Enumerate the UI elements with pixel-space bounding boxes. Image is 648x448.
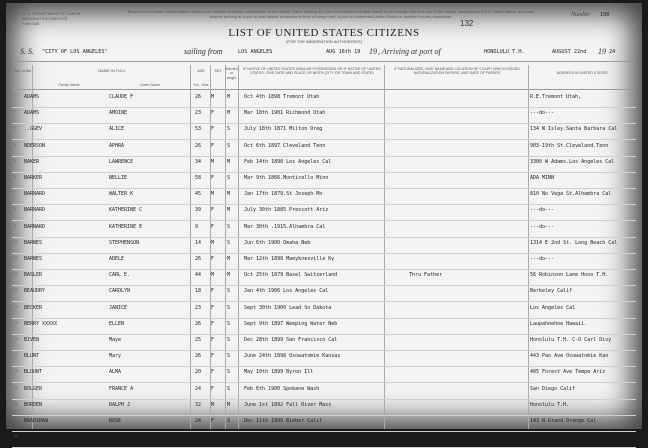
table-row [12, 172, 636, 189]
marital-status: M [227, 94, 231, 100]
family-name: BARNARD [24, 207, 46, 214]
table-row [12, 350, 636, 367]
age: 53 [195, 126, 202, 133]
family-name: BASLER [24, 272, 43, 279]
col-header-years: Yrs. [193, 83, 200, 87]
departure-year: 19 [369, 47, 377, 56]
given-name: ALICE [109, 126, 125, 133]
arrival-date: AUGUST 22nd [552, 49, 587, 55]
service-line: IMMIGRATION SERVICE [22, 16, 68, 21]
table-row [12, 431, 636, 448]
row-number: 18 [14, 369, 18, 374]
age: 20 [195, 369, 202, 376]
table-row [12, 253, 636, 270]
table-row [12, 366, 636, 383]
age: 14 [195, 239, 202, 246]
row-number: 7 [14, 191, 16, 196]
table-row [12, 302, 636, 319]
sex: F [211, 110, 215, 117]
birth-info: Mar 12th 1898 Maeyknesville Ky [244, 256, 335, 262]
birth-info: June 1st 1892 Fall River Mass [244, 401, 332, 408]
birth-info: Nov 4th Lincoln Neb (1898) [244, 434, 323, 441]
marital-status: S [227, 434, 231, 441]
family-name: BRAYTON [24, 434, 46, 441]
row-number: 22 [14, 434, 18, 439]
sex: F [211, 304, 215, 311]
given-name: WALTER K [109, 191, 134, 198]
row-number: 15 [14, 320, 18, 325]
marital-status: S [227, 288, 231, 295]
marital-status: M [227, 256, 231, 262]
birth-info: Oct 4th 1898 Tremont Utah [244, 94, 320, 100]
ss-label: S. S. [20, 47, 34, 56]
sailing-label: sailing from [184, 47, 223, 56]
family-name: ADAMS [24, 94, 40, 100]
sex: F [211, 142, 215, 149]
birth-info: Oct 25th 1879 Basel Switzerland [244, 272, 338, 279]
address: 903-19th St.Cleveland.Tenn [530, 142, 609, 149]
address: 3300 W Adams.Los Angeles Cal [530, 158, 615, 165]
address: Los Angeles Cal [530, 304, 576, 311]
given-name: ELLEN [109, 320, 125, 327]
given-name: Mary [109, 353, 122, 360]
age: 32 [195, 401, 202, 408]
col-header-given: Given Name [140, 83, 160, 87]
marital-status: S [227, 223, 231, 230]
row-number: 11 [14, 256, 18, 260]
number-value: 100 [600, 12, 610, 18]
family-name: BECKER [24, 304, 43, 311]
sex: F [211, 175, 215, 181]
marital-status: M [227, 207, 231, 214]
row-number: 1 [14, 94, 16, 98]
row-number: 6 [14, 175, 16, 179]
age: 45 [195, 191, 202, 198]
marital-status: M [227, 401, 231, 408]
sex: M [211, 434, 215, 441]
row-number: 10 [14, 239, 18, 244]
col-header-sex: SEX [214, 69, 222, 73]
address: ADA MINN [530, 175, 555, 181]
table-row [12, 237, 636, 254]
page-subtitle: (FOR THE IMMIGRATION AUTHORITIES) [286, 39, 362, 44]
sex: M [211, 272, 215, 279]
given-name: RALPH J [109, 401, 131, 408]
birth-info: Mar 30th .1915.Alhambra Cal [244, 223, 326, 230]
table-row [12, 285, 636, 302]
table-row [12, 415, 636, 432]
address: 810 No Vega St.Alhambra Cal [530, 191, 612, 198]
row-number: 20 [14, 401, 18, 406]
family-name: BERRY XXXXX [24, 320, 58, 327]
page-title: LIST OF UNITED STATES CITIZENS [228, 27, 420, 39]
col-header-address: ADDRESS IN UNITED STATES [556, 71, 608, 75]
given-name: NELLIE [109, 175, 128, 181]
marital-status: S [227, 418, 231, 424]
arrival-year-prefix: 19 [598, 47, 606, 56]
row-number: 5 [14, 158, 16, 163]
birth-info: Jan 4th 1906 Los Angeles Cal [244, 288, 329, 295]
col-header-no: No. on list [15, 69, 31, 73]
sex: F [211, 353, 215, 360]
age: 9 [195, 223, 199, 230]
address: Honolulu T.H. C-O Carl Divy [530, 337, 612, 343]
sex: F [211, 337, 215, 343]
number-label: Number [571, 12, 591, 18]
ship-name: "CITY OF LOS ANGELES" [42, 49, 108, 55]
sex: F [211, 320, 215, 327]
given-name: CAROLYN [109, 288, 131, 295]
birth-info: June 24th 1898 Osowatomie Kansas [244, 353, 341, 360]
given-name: FRANCE A [109, 385, 134, 392]
family-name: ADAMS [24, 110, 40, 117]
family-name: BLOUNT [24, 369, 43, 376]
sex: F [211, 369, 215, 376]
given-name: GEORGE [109, 434, 128, 441]
family-name: BRADSHAW [24, 418, 49, 424]
row-number: 12 [14, 272, 18, 277]
birth-info: Jun 6th 1900 Omaha Neb [244, 239, 311, 246]
arriving-label: , Arriving at port of [378, 47, 441, 56]
age: 26 [195, 94, 202, 100]
address: 1314 E 2nd St. Long Beach Cal [530, 239, 618, 246]
age: 23 [195, 110, 202, 117]
given-name: JANICE [109, 304, 128, 311]
family-name: BLUNT [24, 353, 40, 360]
given-name: ADELE [109, 256, 125, 262]
address: 405 Forest Ave Tempe Ariz [530, 369, 606, 376]
address: R.E.Tremont Utah, [530, 94, 582, 100]
sex: F [211, 223, 215, 230]
family-name: BAKER [24, 158, 40, 165]
family-name: BARNARD [24, 223, 46, 230]
address: 143 N Grand Orange Cal [530, 418, 597, 424]
row-number: 9 [14, 223, 16, 228]
birth-info: Mar 9th 1866.Monticello Minn [244, 175, 329, 181]
birth-info: July 18th 1871 Milton Oreg [244, 126, 323, 133]
address: Laupahoehoe Hawaii. [530, 320, 588, 327]
given-name: Maye [109, 337, 122, 343]
address: ---do--- [530, 256, 555, 262]
marital-status: M [227, 158, 231, 165]
given-name: ROSE [109, 418, 122, 424]
birth-info: Dec 11th 1899 Bieber Calif [244, 418, 323, 424]
family-name: BARNES [24, 239, 43, 246]
age: 26 [195, 142, 202, 149]
age: 26 [195, 256, 202, 262]
table-row [12, 399, 636, 416]
age: 58 [195, 175, 202, 181]
table-row [12, 383, 636, 400]
col-header-family: Family Name [58, 83, 80, 87]
address: Berkeley Calif [530, 288, 573, 295]
birth-info: Sept 30th 1900 Lead So Dakota [244, 304, 332, 311]
given-name: APHRA [109, 142, 125, 149]
arrival-year: 24 [609, 49, 616, 55]
address: Honolulu T.H. [530, 401, 570, 408]
given-name: STEPHENSON [109, 239, 140, 246]
sex: F [211, 207, 215, 214]
department-line: U. S. DEPARTMENT OF LABOR [22, 11, 81, 16]
sex: F [211, 126, 215, 133]
table-row [12, 140, 636, 157]
birth-info: Jan 17th 1879.St Joseph Mo [244, 191, 323, 198]
row-number: 16 [14, 337, 18, 341]
row-number: 21 [14, 418, 18, 422]
marital-status: S [227, 126, 231, 133]
address: 56 Robinson Lane Hono T.H. [530, 272, 609, 279]
marital-status: S [227, 369, 231, 376]
col-header-name: NAME IN FULL [98, 68, 126, 73]
sex: M [211, 94, 215, 100]
sex: F [211, 418, 215, 424]
col-header-birth: IF NATIVE OF UNITED STATES INSULAR POSSESSION OR IF NATIVE OF UNITED STATES, GIVE DATE AND PLACE OF BIRTH (CITY OR TOWN AND STATE) [243, 67, 381, 76]
marital-status: S [227, 353, 231, 360]
table-row [12, 188, 636, 205]
birth-info: May 10th 1899 Byron Ill [244, 369, 314, 376]
given-name: LAWRENCE [109, 158, 134, 165]
sex: F [211, 256, 215, 262]
row-number: 8 [14, 207, 16, 212]
marital-status: S [227, 304, 231, 311]
marital-status: S [227, 175, 231, 181]
family-name: BIVEN [24, 337, 40, 343]
marital-status: M [227, 110, 231, 117]
family-name: NDERSON [24, 142, 46, 149]
table-row [12, 123, 636, 140]
age: 23 [195, 304, 202, 311]
sex: F [211, 385, 215, 392]
row-number: 2 [14, 110, 16, 115]
table-row [12, 269, 636, 286]
sex: M [211, 239, 215, 246]
row-number: 19 [14, 385, 18, 390]
table-row [12, 91, 636, 108]
header-instructions: Record on this blank United States citizens and citizens of insular possessions of the United States arriving at a port of continental United States from a foreign port or a port of the insular possessions of the United States, and such citizens arriving at a port of said insular possessions from a foreign port, a port of continental United States or another insular possession. [127, 9, 535, 19]
address: ---do--- [530, 110, 555, 117]
sex: F [211, 288, 215, 295]
family-name: ..GGEV [24, 126, 43, 133]
age: 26 [195, 353, 202, 360]
age: 24 [195, 385, 202, 392]
marital-status: M [227, 272, 231, 279]
family-name: BARKER [24, 175, 43, 181]
age: 34 [195, 158, 202, 165]
birth-info: Sept 9th 1897 Weeping Water Neb [244, 320, 338, 327]
marital-status: M [227, 191, 231, 198]
family-name: BARNARD [24, 191, 46, 198]
page-number: 132 [460, 19, 474, 28]
address: 404 E 17th Long Beach Cal [530, 434, 606, 441]
given-name: AMOINE [109, 110, 128, 117]
row-number: 14 [14, 304, 18, 309]
header-rule-top [12, 61, 636, 62]
birth-info: Feb 6th 1900 Spokane Wash [244, 385, 320, 392]
family-name: BARNES [24, 256, 43, 262]
table-row [12, 204, 636, 221]
table-row [12, 221, 636, 238]
marital-status: S [227, 239, 231, 246]
departure-date: AUG 16th 19 [326, 49, 361, 55]
birth-info: Oct 6th 1897 Cleveland Tenn [244, 142, 326, 149]
marital-status: S [227, 142, 231, 149]
given-name: ALMA [109, 369, 122, 376]
birth-info: Mar 18th 1901 Richmond Utah [244, 110, 326, 117]
sex: M [211, 191, 215, 198]
col-header-months: Mos. [201, 83, 210, 87]
age: 26 [195, 320, 202, 327]
header-rule-bottom [12, 89, 636, 90]
address: 134 W Isley.Santa Barbara Cal [530, 126, 618, 133]
marital-status: S [227, 320, 231, 327]
marital-status: S [227, 337, 231, 343]
birth-info: July 30th 1885 Prescott Ariz [244, 207, 329, 214]
birth-info: Feb 14th 1890 Los Angeles Cal [244, 158, 332, 165]
address: San Diego Calif [530, 385, 576, 392]
form-number: Form 630 [22, 21, 40, 26]
birth-info: Dec 28th 1899 San Francisco Cal [244, 337, 338, 343]
age: 25 [195, 434, 202, 441]
marital-status: S [227, 385, 231, 392]
family-name: BEAUDRY [24, 288, 46, 295]
family-name: BOLGER [24, 385, 43, 392]
given-name: KATHERINE E [109, 223, 143, 230]
given-name: KATHERINE C [109, 207, 143, 214]
table-row [12, 318, 636, 335]
table-row [12, 156, 636, 173]
row-number: 17 [14, 353, 18, 358]
age: 18 [195, 288, 202, 295]
address: ---do--- [530, 223, 555, 230]
family-name: BORDEN [24, 401, 43, 408]
age: 24 [195, 418, 202, 424]
departure-port: LOS ANGELES [238, 49, 273, 55]
sex: M [211, 158, 215, 165]
row-number: 3 [14, 126, 16, 131]
manifest-page [6, 3, 642, 441]
sex: M [211, 401, 215, 408]
age: 44 [195, 272, 202, 279]
col-header-age: AGE [197, 69, 205, 73]
table-row [12, 107, 636, 124]
address: 443 Pao Ave Osowatomie Kan [530, 353, 609, 360]
naturalization-info: Thru Father [409, 272, 443, 279]
table-row [12, 334, 636, 351]
given-name: CLAUDE F [109, 94, 134, 100]
age: 39 [195, 207, 202, 214]
arrival-port: HONOLULU T.H. [484, 49, 525, 55]
col-header-naturalized: IF NATURALIZED, GIVE NAME AND LOCATION OF COURT WHICH ISSUED NATURALIZATION PAPERS, AND DATE OF PAPERS [394, 67, 520, 76]
row-number: 4 [14, 142, 16, 147]
col-header-married: Married or single [225, 67, 238, 80]
age: 25 [195, 337, 202, 343]
row-number: 13 [14, 288, 18, 293]
address: ---do--- [530, 207, 555, 214]
given-name: CARL E. [109, 272, 131, 279]
